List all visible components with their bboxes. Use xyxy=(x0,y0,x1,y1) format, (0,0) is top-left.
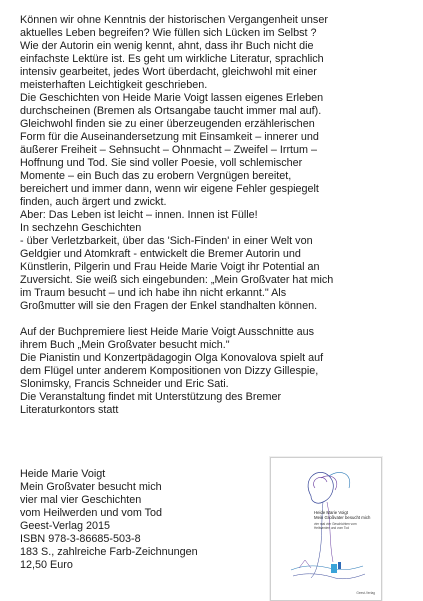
body-line: Slonimsky, Francis Schneider und Eric Sati. xyxy=(20,378,229,390)
cover-book-title: Mein Großvater besucht mich xyxy=(314,515,371,520)
article-body xyxy=(20,14,404,417)
body-line: Momente – ein Buch das zu erobern Vergnügen bereitet, xyxy=(20,170,292,182)
book-info-line: ISBN 978-3-86685-503-8 xyxy=(20,533,141,545)
body-line: Großmutter will sie den Fragen der Enkel standhalten können. xyxy=(20,300,318,312)
body-line: Aber: Das Leben ist leicht – innen. Innen ist Fülle! xyxy=(20,209,258,221)
body-line: bereichert und immer dann, wenn wir eigene Fehler gespiegelt xyxy=(20,183,319,195)
body-line: meisterhaften Leichtigkeit geschrieben. xyxy=(20,79,208,91)
body-line: im Traum besucht – und ich habe ihn nicht erkannt." Als xyxy=(20,287,287,299)
cover-subtitle: vier mal vier Geschichten vom Heilwerden und vom Tod xyxy=(314,522,357,530)
body-line: Die Pianistin und Konzertpädagogin Olga Konovalova spielt auf xyxy=(20,352,324,364)
body-line: Form für die Auseinandersetzung mit Einsamkeit – innerer und xyxy=(20,131,319,143)
body-line: Gleichwohl finden sie zu einer überzeugenden erzählerischen xyxy=(20,118,315,130)
body-line: Zuversicht. Sie weiß sich eingebunden: „Mein Großvater hat mich xyxy=(20,274,334,286)
body-line: finden, auch ärgert und zwickt. xyxy=(20,196,167,208)
book-info-line: Heide Marie Voigt xyxy=(20,468,106,480)
paragraph-gap xyxy=(20,313,404,326)
book-info-line: Mein Großvater besucht mich xyxy=(20,481,162,493)
book-info-line: Geest-Verlag 2015 xyxy=(20,520,111,532)
body-line: Die Geschichten von Heide Marie Voigt lassen eigenes Erleben xyxy=(20,92,324,104)
cover-author: Heide Marie Voigt xyxy=(314,510,348,515)
book-info-line: 183 S., zahlreiche Farb-Zeichnungen xyxy=(20,546,198,558)
body-line: durchscheinen (Bremen als Ortsangabe taucht immer mal auf). xyxy=(20,105,322,117)
body-line: - über Verletzbarkeit, über das 'Sich-Finden' in einer Welt von xyxy=(20,235,313,247)
body-line: aktuelles Leben begreifen? Wie füllen sich Lücken im Selbst ? xyxy=(20,27,317,39)
body-line: Wie der Autorin ein wenig kennt, ahnt, dass ihr Buch nicht die xyxy=(20,40,314,52)
body-line: Auf der Buchpremiere liest Heide Marie Voigt Ausschnitte aus xyxy=(20,326,315,338)
body-line: In sechzehn Geschichten xyxy=(20,222,142,234)
cover-title xyxy=(314,510,370,520)
body-line: intensiv gearbeitet, jedes Wort überdacht, gleichwohl mit einer xyxy=(20,66,317,78)
body-line: dem Flügel unter anderem Kompositionen von Dizzy Gillespie, xyxy=(20,365,319,377)
body-line: Hoffnung und Tod. Sie sind voller Poesie, voll schlemischer xyxy=(20,157,303,169)
body-line: Können wir ohne Kenntnis der historischen Vergangenheit unser xyxy=(20,14,328,26)
body-line: Geldgier und Atomkraft - entwickelt die Bremer Autorin und xyxy=(20,248,301,260)
body-line: äußerer Freiheit – Sehnsucht – Ohnmacht – Zweifel – Irrtum – xyxy=(20,144,318,156)
book-cover-image xyxy=(270,457,382,601)
book-info xyxy=(20,468,210,572)
body-line: Die Veranstaltung findet mit Unterstützung des Bremer xyxy=(20,391,282,403)
body-line: Künstlerin, Pilgerin und Frau Heide Marie Voigt ihr Potential an xyxy=(20,261,320,273)
body-line: einfachste Lektüre ist. Es geht um wirkliche Literatur, sprachlich xyxy=(20,53,324,65)
body-line: ihrem Buch „Mein Großvater besucht mich." xyxy=(20,339,230,351)
book-info-line: 12,50 Euro xyxy=(20,559,73,571)
body-line: Literaturkontors statt xyxy=(20,404,119,416)
cover-publisher: Geest-Verlag xyxy=(356,591,375,595)
book-info-line: vier mal vier Geschichten xyxy=(20,494,142,506)
book-info-line: vom Heilwerden und vom Tod xyxy=(20,507,163,519)
